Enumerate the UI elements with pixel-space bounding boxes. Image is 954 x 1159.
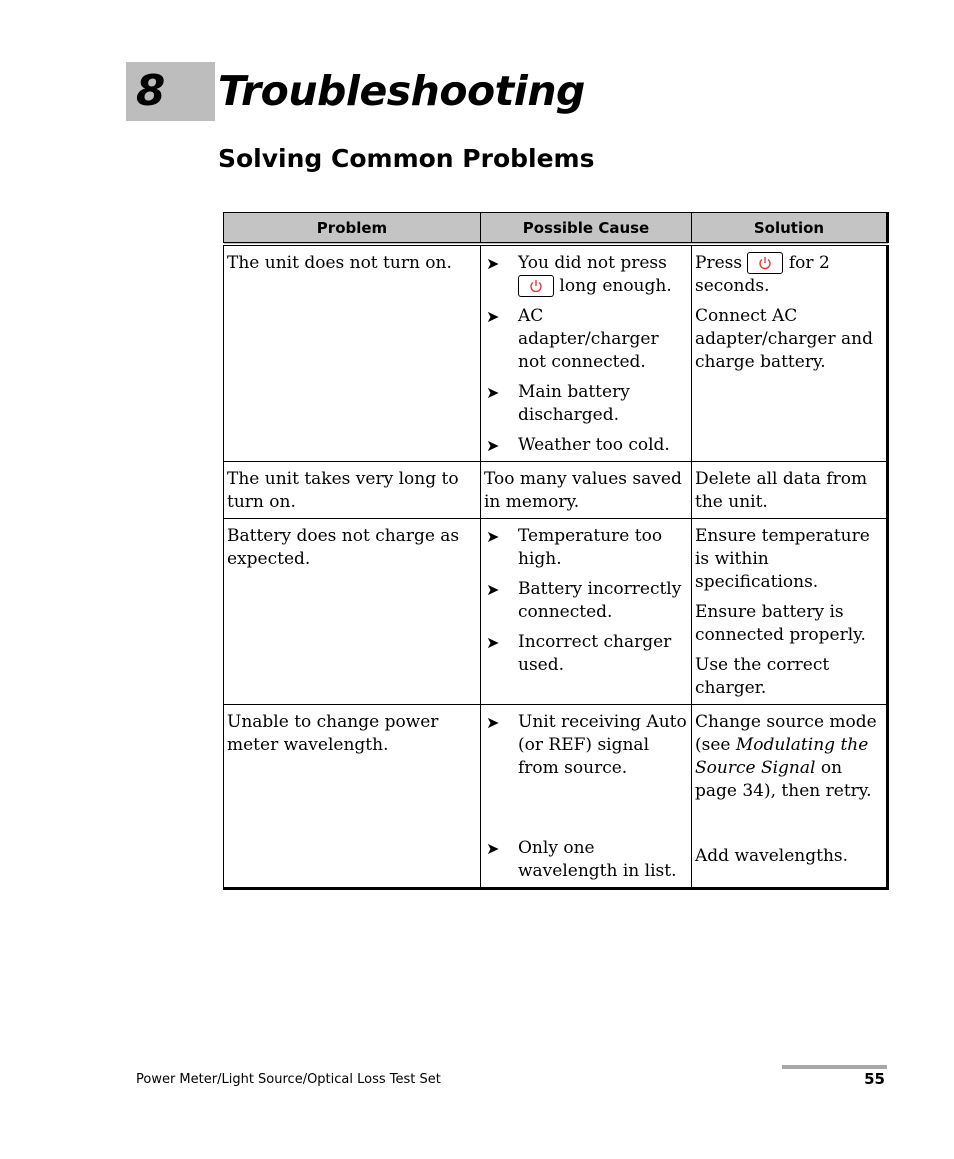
cause-item — [484, 525, 688, 571]
solution-text: Press — [695, 253, 743, 273]
arrowhead-icon: ➤ — [486, 580, 500, 599]
problem-cell: The unit does not turn on. — [224, 244, 481, 462]
table-row — [224, 519, 888, 705]
arrowhead-icon: ➤ — [486, 383, 500, 402]
cause-text: Weather too cold. — [518, 435, 670, 455]
footer-rule — [782, 1065, 887, 1069]
power-button-icon — [518, 275, 554, 297]
cause-item — [484, 434, 688, 457]
cause-cell — [481, 244, 692, 462]
chapter-title: Troubleshooting — [218, 67, 585, 115]
solution-cell — [692, 519, 888, 705]
cross-reference-link[interactable]: Modulating the Source Signal — [695, 735, 869, 778]
cause-text: Only one wavelength in list. — [518, 838, 677, 881]
solution-cell — [692, 705, 888, 889]
problem-cell: Battery does not charge as expected. — [224, 519, 481, 705]
table-row — [224, 462, 888, 519]
cause-item — [484, 578, 688, 624]
solution-item: Ensure battery is connected properly. — [695, 602, 866, 645]
cause-text: Unit receiving Auto (or REF) signal from source. — [518, 712, 687, 778]
header-possible-cause: Possible Cause — [481, 213, 692, 245]
cause-item — [484, 711, 688, 780]
cause-text: long enough. — [559, 276, 672, 296]
arrowhead-icon: ➤ — [486, 307, 500, 326]
arrowhead-icon: ➤ — [486, 436, 500, 455]
chapter-number: 8 — [136, 66, 166, 115]
solution-cell — [692, 244, 888, 462]
cause-text: AC adapter/charger not connected. — [518, 306, 659, 372]
header-problem: Problem — [224, 213, 481, 245]
arrowhead-icon: ➤ — [486, 839, 500, 858]
cause-item — [484, 252, 688, 298]
table-row — [224, 705, 888, 889]
footer-doc-title: Power Meter/Light Source/Optical Loss Test Set — [136, 1072, 441, 1087]
arrowhead-icon: ➤ — [486, 254, 500, 273]
arrowhead-icon: ➤ — [486, 713, 500, 732]
cause-text: You did not press — [518, 253, 667, 273]
cause-item — [484, 305, 688, 374]
solution-item: Add wavelengths. — [695, 846, 849, 866]
page-number: 55 — [864, 1070, 885, 1088]
power-button-icon — [747, 252, 783, 274]
troubleshooting-table — [223, 212, 889, 890]
problem-cell: Unable to change power meter wavelength. — [224, 705, 481, 889]
solution-item — [695, 711, 883, 803]
solution-text: on page 34), then retry. — [695, 758, 872, 801]
solution-text: for 2 seconds. — [695, 253, 830, 296]
section-title: Solving Common Problems — [218, 144, 595, 173]
cause-text: Temperature too high. — [518, 526, 663, 569]
cause-text: Battery incorrectly connected. — [518, 579, 682, 622]
header-solution: Solution — [692, 213, 888, 245]
solution-item: Use the correct charger. — [695, 655, 830, 698]
arrowhead-icon: ➤ — [486, 633, 500, 652]
cause-cell: Too many values saved in memory. — [481, 462, 692, 519]
solution-item: Connect AC adapter/charger and charge battery. — [695, 306, 873, 372]
cause-cell — [481, 705, 692, 889]
problem-cell: The unit takes very long to turn on. — [224, 462, 481, 519]
table-header-row — [224, 213, 888, 245]
solution-cell: Delete all data from the unit. — [692, 462, 888, 519]
solution-text: Change source mode (see — [695, 712, 877, 755]
cause-text: Main battery discharged. — [518, 382, 630, 425]
solution-item: Ensure temperature is within specifications. — [695, 526, 870, 592]
table-row — [224, 244, 888, 462]
solution-item — [695, 252, 883, 298]
cause-item — [484, 631, 688, 677]
cause-text: Incorrect charger used. — [518, 632, 672, 675]
cause-item — [484, 837, 688, 883]
arrowhead-icon: ➤ — [486, 527, 500, 546]
cause-item — [484, 381, 688, 427]
cause-cell — [481, 519, 692, 705]
